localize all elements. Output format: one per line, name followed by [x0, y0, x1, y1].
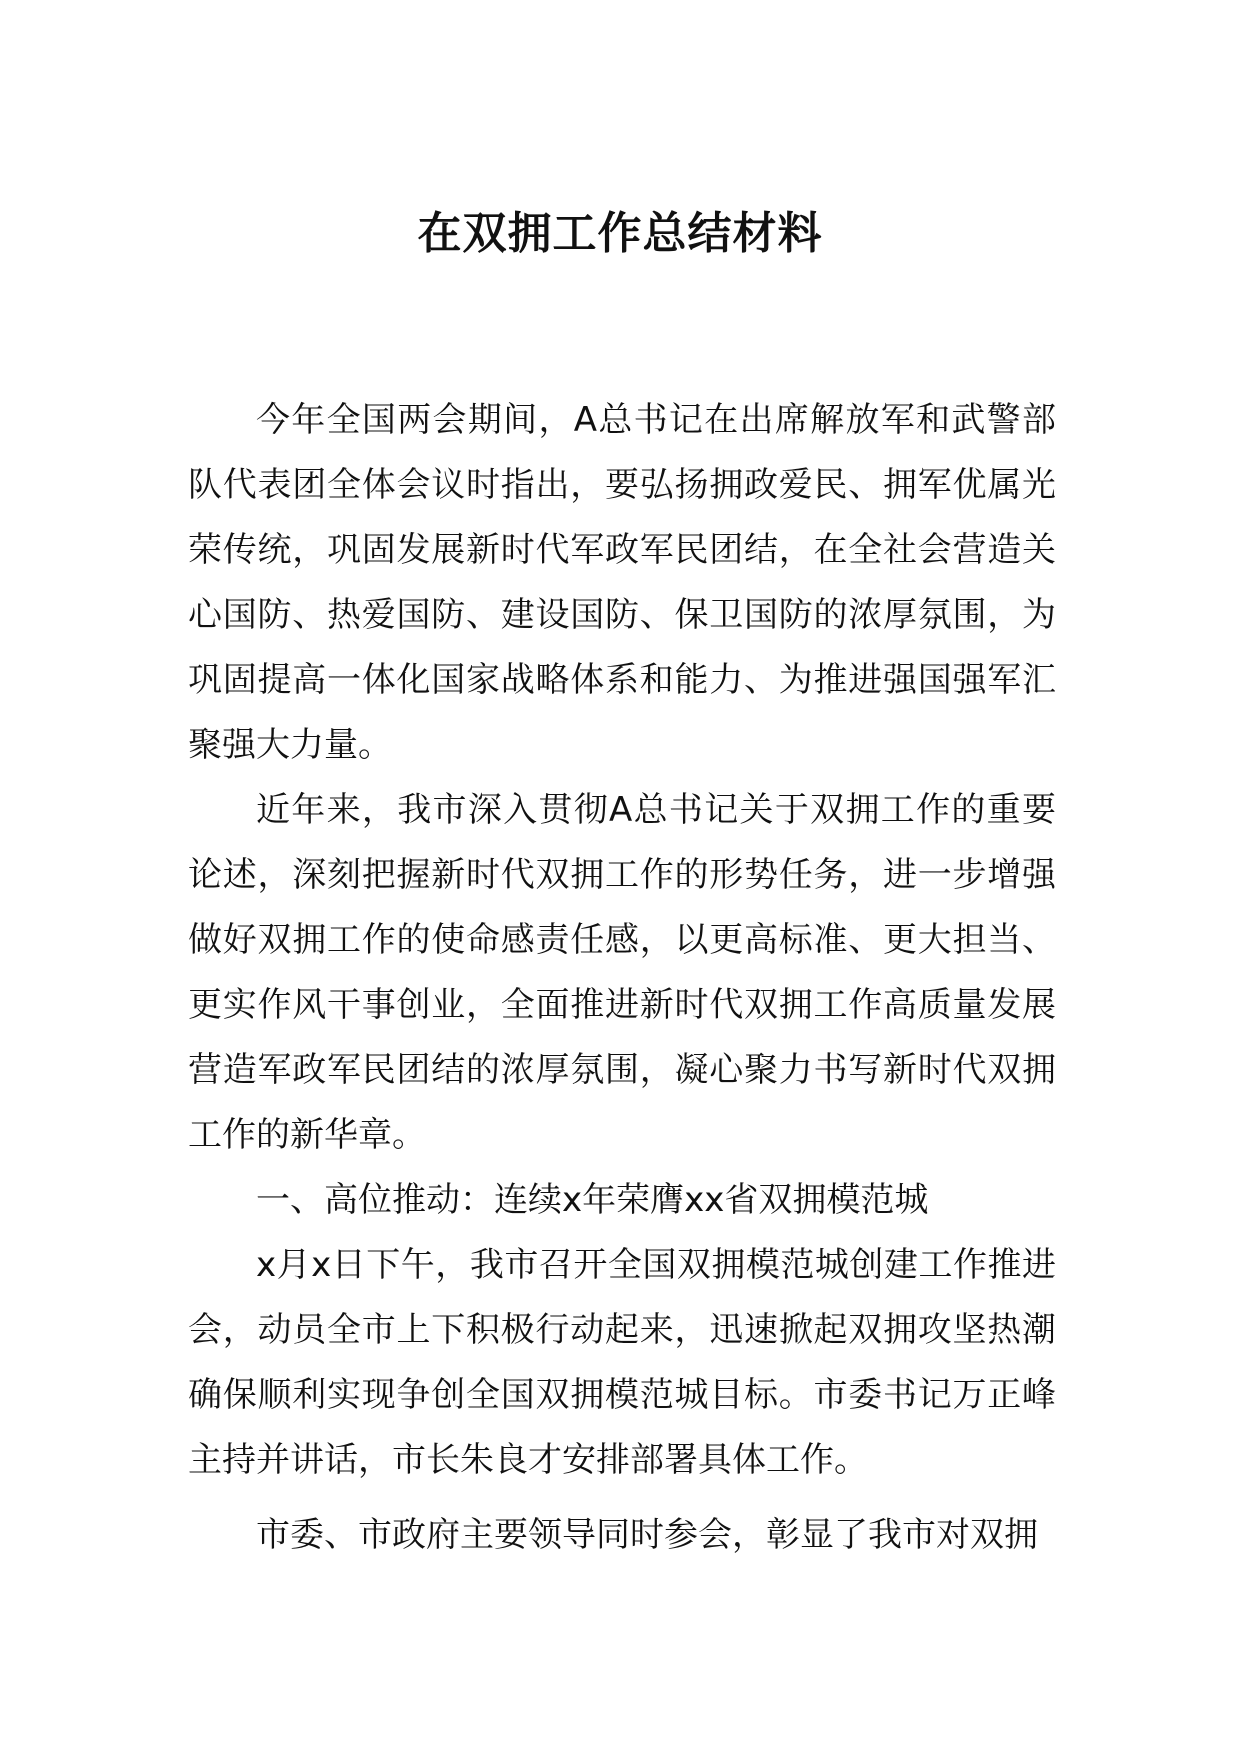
- paragraph-intro: 今年全国两会期间，A总书记在出席解放军和武警部队代表团全体会议时指出，要弘扬拥政爱民、拥军优属光荣传统，巩固发展新时代军政军民团结，在全社会营造关心国防、热爱国防、建设国防、保卫国防的浓厚氛围，为巩固提高一体化国家战略体系和能力、为推进强国强军汇聚强大力量。: [188, 400, 1056, 765]
- document-body: [188, 388, 1056, 1568]
- paragraph-leaders: 市委、市政府主要领导同时参会，彰显了我市对双拥: [256, 1515, 1038, 1555]
- paragraph-recent-years: 近年来，我市深入贯彻A总书记关于双拥工作的重要论述，深刻把握新时代双拥工作的形势任务，进一步增强做好双拥工作的使命感责任感，以更高标准、更大担当、更实作风干事创业，全面推进新时代双拥工作高质量发展营造军政军民团结的浓厚氛围，凝心聚力书写新时代双拥工作的新华章。: [188, 790, 1056, 1155]
- document-title: 在双拥工作总结材料: [417, 208, 823, 259]
- paragraph-meeting: x月x日下午，我市召开全国双拥模范城创建工作推进会，动员全市上下积极行动起来，迅速掀起双拥攻坚热潮确保顺利实现争创全国双拥模范城目标。市委书记万正峰主持并讲话，市长朱良才安排部署具体工作。: [188, 1245, 1056, 1480]
- section-heading-1: 一、高位推动：连续x年荣膺xx省双拥模范城: [256, 1180, 929, 1220]
